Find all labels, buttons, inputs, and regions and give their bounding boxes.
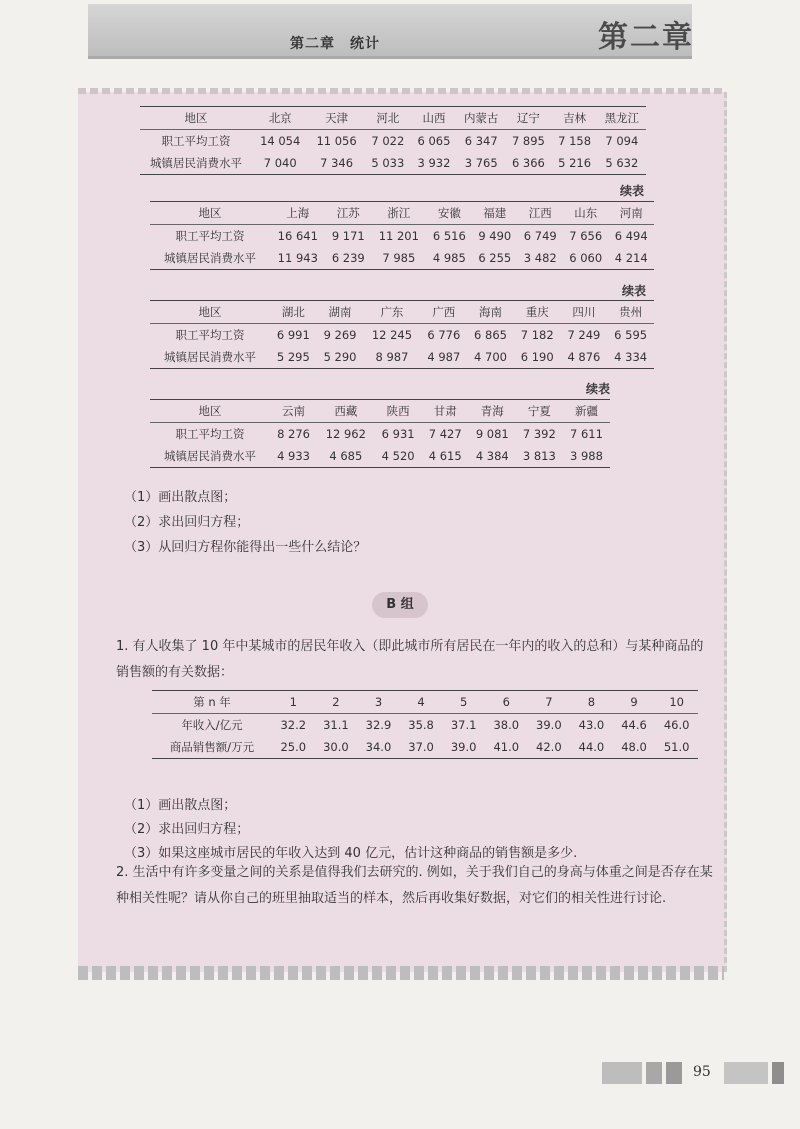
question-a-2: （2）求出回归方程； xyxy=(124,515,250,530)
page-bar-right xyxy=(724,1062,784,1084)
question-b1-1: （1）画出散点图； xyxy=(124,798,237,813)
wage-table-2 xyxy=(150,201,654,270)
header-title: 第二章 统计 xyxy=(290,36,380,52)
continued-label: 续表 xyxy=(622,284,647,298)
page-bar-left xyxy=(602,1062,682,1084)
table-row: 职工平均工资 8 276 12 962 6 931 7 427 9 081 7 392 7 611 xyxy=(175,427,603,441)
table-header-row: 地区 上海 江苏 浙江 安徽 福建 江西 山东 河南 xyxy=(150,202,654,225)
continued-label: 续表 xyxy=(586,382,611,396)
problem-2-text: 2. 生活中有许多变量之间的关系是值得我们去研究的. 例如，关于我们自己的身高与体重之间是否存在某种相关性呢？请从你自己的班里抽取适当的样本，然后再收集好数据，对它们的相关性进行讨论. xyxy=(116,865,713,906)
table-header-row: 第 n 年 1 2 3 4 5 6 7 8 9 10 xyxy=(152,691,698,714)
problem-1-text: 1. 有人收集了 10 年中某城市的居民年收入（即此城市所有居民在一年内的收入的总和）与某种商品的销售额的有关数据： xyxy=(116,639,704,680)
table-header-row: 地区 湖北 湖南 广东 广西 海南 重庆 四川 贵州 xyxy=(150,301,654,324)
table-row: 年收入/亿元 32.2 31.1 32.9 35.8 37.1 38.0 39.0 43.0 44.6 46.0 xyxy=(181,718,690,732)
wage-table-4 xyxy=(150,399,610,468)
table-row: 城镇居民消费水平 5 295 5 290 8 987 4 987 4 700 6 190 4 876 4 334 xyxy=(150,346,654,369)
table-row: 城镇居民消费水平 11 943 6 239 7 985 4 985 6 255 3 482 6 060 4 214 xyxy=(150,247,654,270)
question-a-3: （3）从回归方程你能得出一些什么结论？ xyxy=(124,540,367,555)
page-number: 95 xyxy=(693,1064,711,1080)
chapter-mark: 第二章 xyxy=(598,20,694,55)
panel-bottom-border xyxy=(78,966,724,980)
income-sales-table xyxy=(152,690,698,759)
question-b1-2: （2）求出回归方程； xyxy=(124,822,250,837)
table-row: 职工平均工资 14 054 11 056 7 022 6 065 6 347 7 895 7 158 7 094 xyxy=(161,134,639,148)
table-header-row: 地区 北京 天津 河北 山西 内蒙古 辽宁 吉林 黑龙江 xyxy=(140,107,646,130)
table-row: 城镇居民消费水平 4 933 4 685 4 520 4 615 4 384 3 813 3 988 xyxy=(150,445,610,468)
table-row: 职工平均工资 6 991 9 269 12 245 6 776 6 865 7 182 7 249 6 595 xyxy=(175,328,648,342)
question-b1-3: （3）如果这座城市居民的年收入达到 40 亿元，估计这种商品的销售额是多少. xyxy=(124,846,578,861)
table-row: 职工平均工资 16 641 9 171 11 201 6 516 9 490 6 749 7 656 6 494 xyxy=(175,229,648,243)
wage-table-1 xyxy=(140,106,646,175)
table-row: 城镇居民消费水平 7 040 7 346 5 033 3 932 3 765 6 366 5 216 5 632 xyxy=(140,152,646,175)
question-a-1: （1）画出散点图； xyxy=(124,490,237,505)
panel-top-border xyxy=(78,88,724,94)
wage-table-3 xyxy=(150,300,654,369)
table-header-row: 地区 云南 西藏 陕西 甘肃 青海 宁夏 新疆 xyxy=(150,400,610,423)
table-row: 商品销售额/万元 25.0 30.0 34.0 37.0 39.0 41.0 42.0 44.0 48.0 51.0 xyxy=(152,736,698,759)
group-b-label: B 组 xyxy=(372,592,428,618)
continued-label: 续表 xyxy=(620,184,645,198)
